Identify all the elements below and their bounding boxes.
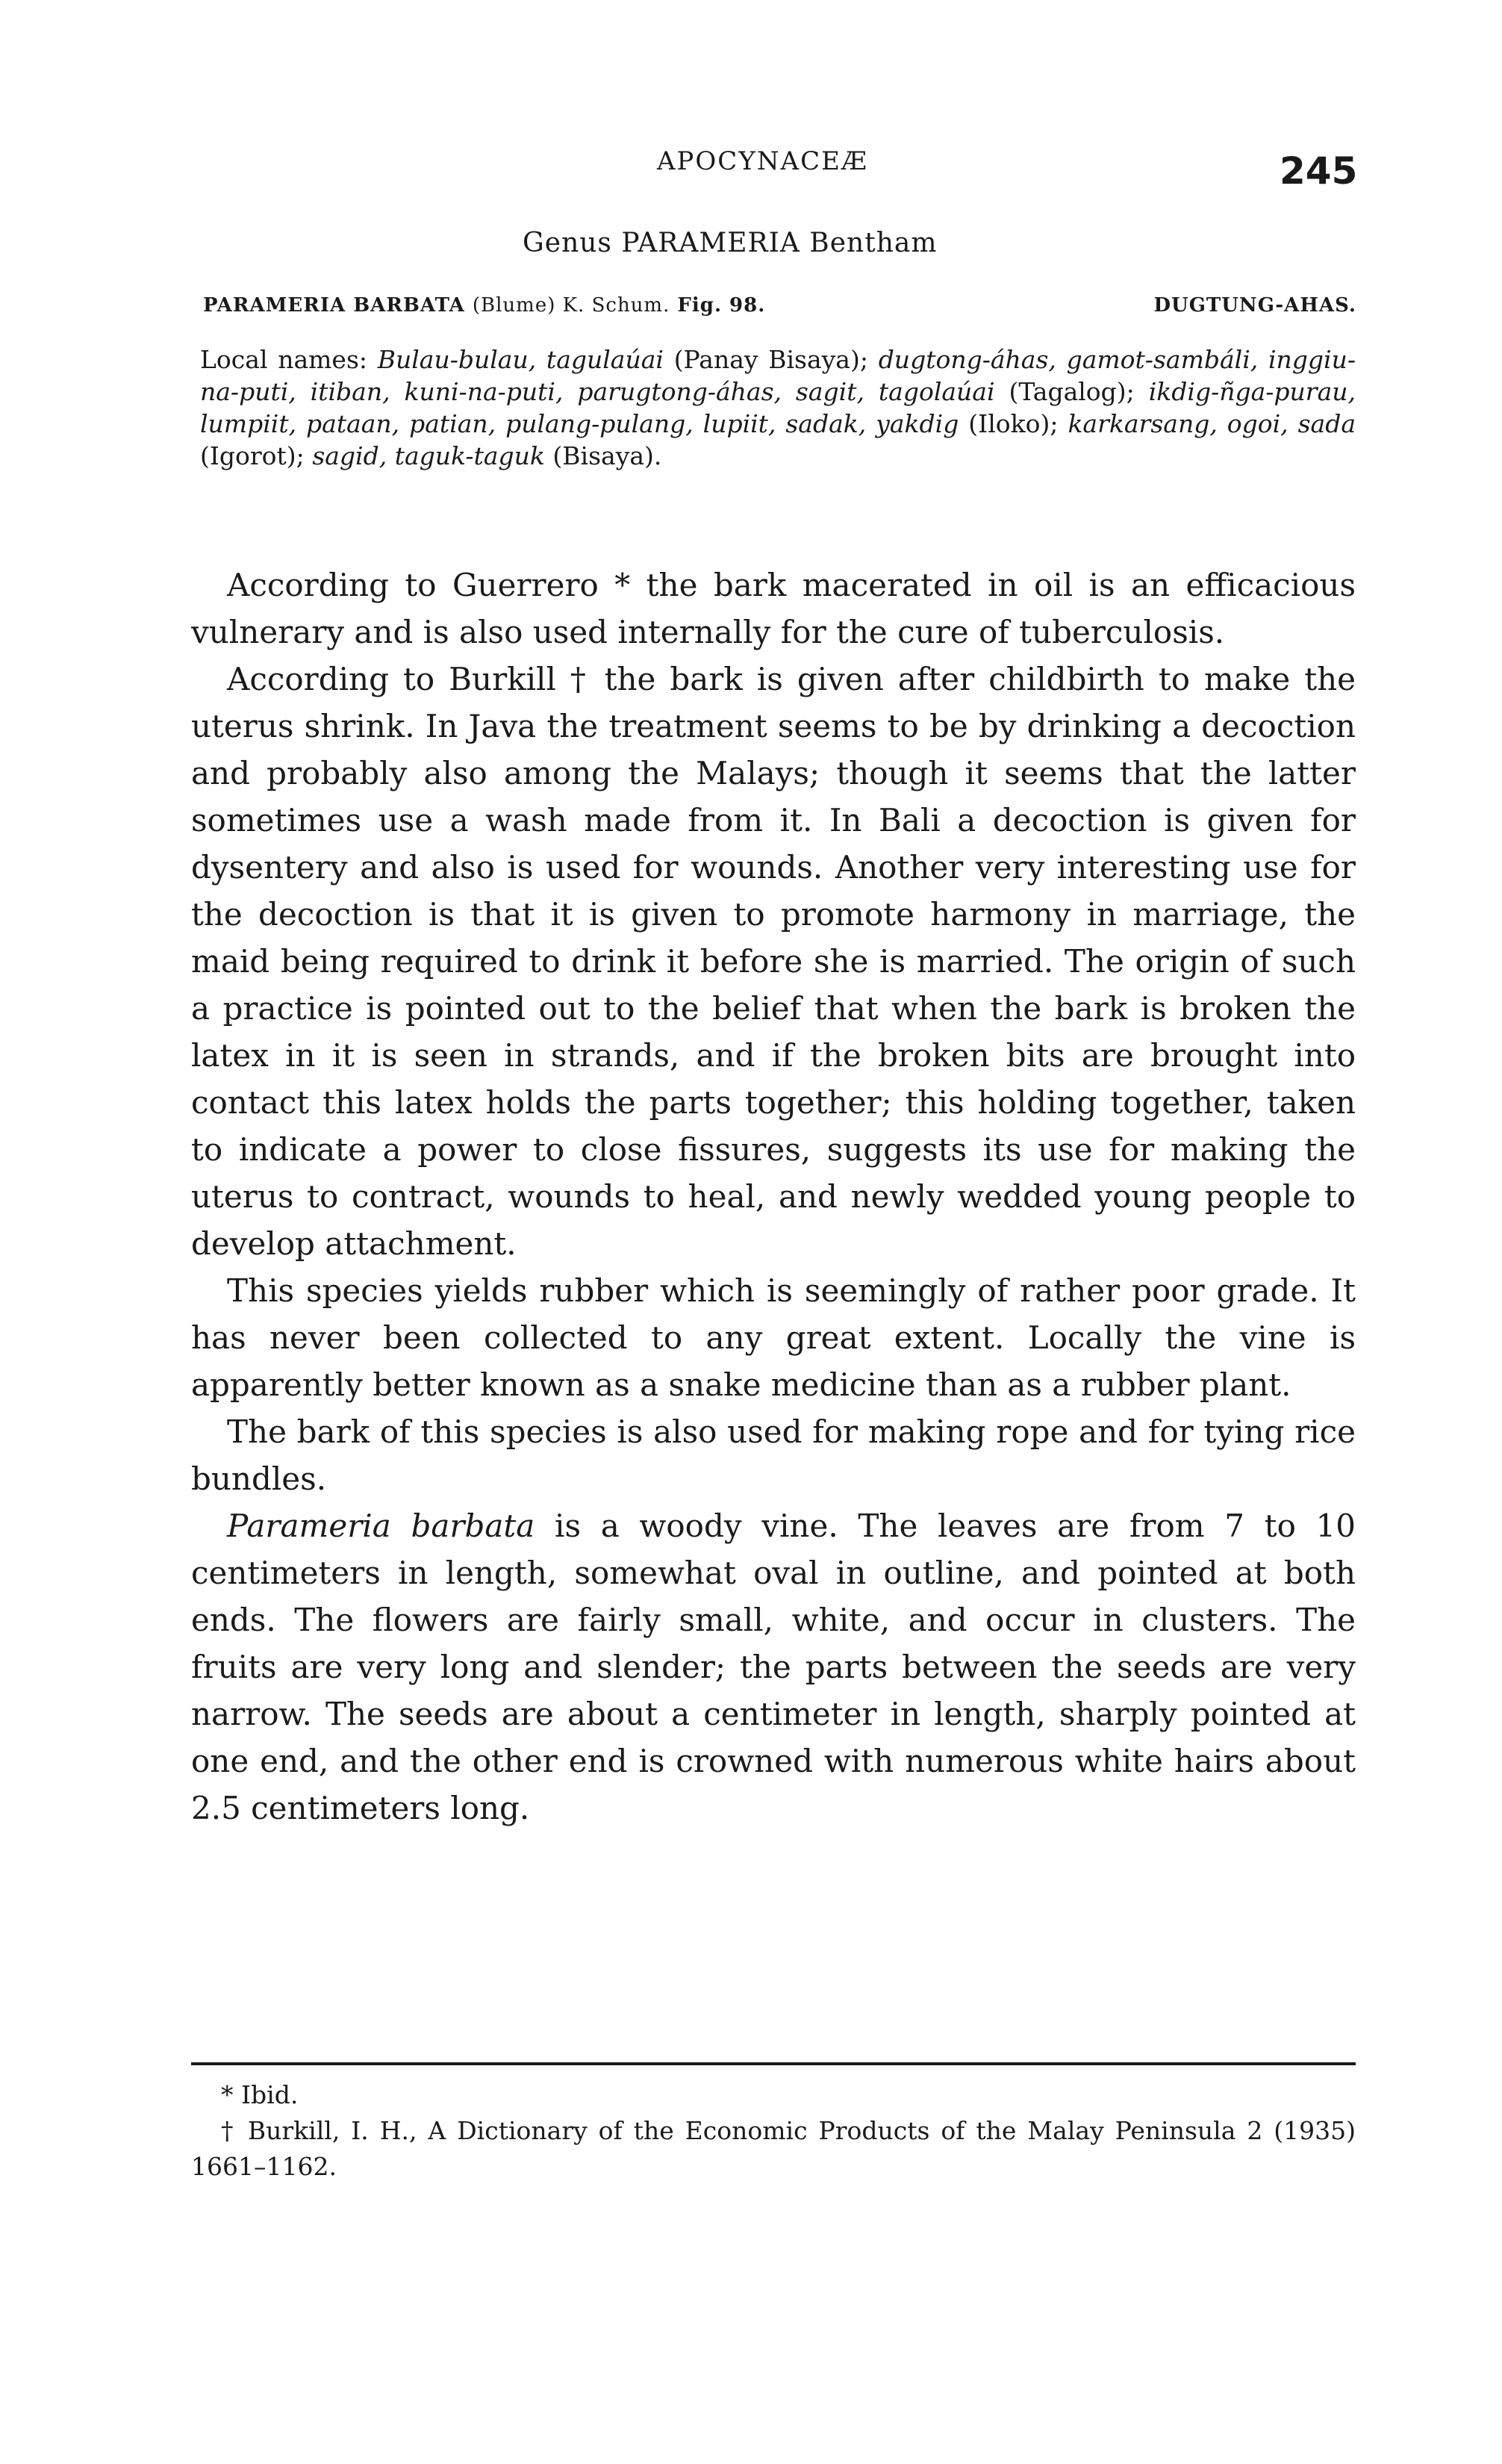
footnote-divider xyxy=(191,2062,1356,2065)
local-names-tagalog: dugtong-áhas, gamot-sambáli, inggiu-na-puti, itiban, kuni-na-puti, parugtong-áhas, sagit, tagolaúai xyxy=(200,345,1356,406)
species-name: PARAMERIA BARBATA xyxy=(203,294,465,317)
local-names-bisaya: sagid, taguk-taguk xyxy=(312,441,545,470)
language-iloko: (Iloko); xyxy=(968,409,1059,438)
local-names-iloko: ikdig-ñga-purau, lumpiit, pataan, patian, pulang-pulang, lupiit, sadak, yakdig xyxy=(200,377,1356,438)
species-heading xyxy=(203,294,1356,317)
footnote-burkill: † Burkill, I. H., A Dictionary of the Economic Products of the Malay Peninsula 2 (1935) 1661–1162. xyxy=(191,2116,1356,2181)
local-names-igorot: karkarsang, ogoi, sada xyxy=(1068,409,1356,438)
language-panay: (Panay Bisaya); xyxy=(673,345,868,374)
running-head: APOCYNACEÆ xyxy=(657,146,868,176)
species-name-group xyxy=(203,294,765,317)
figure-reference: Fig. 98. xyxy=(677,294,766,317)
paragraph-guerrero: According to Guerrero * the bark macerated in oil is an efficacious vulnerary and is also used internally for the cure of tuberculosis. xyxy=(191,567,1356,650)
local-names-panay: Bulau-bulau, tagulaúai xyxy=(377,345,664,374)
footnotes xyxy=(191,2077,1356,2185)
paragraph-burkill: According to Burkill † the bark is given after childbirth to make the uterus shrink. In Java the treatment seems to be by drinking a decoction and probably also among the Malays; though it seems that the latter sometimes use a wash made from it. In Bali a decoction is given for dysentery and also is used for wounds. Another very interesting use for the decoction is that it is given to promote harmony in marriage, the maid being required to drink it before she is married. The origin of such a practice is pointed out to the belief that when the bark is broken the latex in it is seen in strands, and if the broken bits are brought into contact this latex holds the parts together; this holding together, taken to indicate a power to close fissures, suggests its use for making the uterus to contract, wounds to heal, and newly wedded young people to develop attachment. xyxy=(191,661,1356,1262)
paragraph-description xyxy=(191,1502,1356,1832)
description-text: is a woody vine. The leaves are from 7 to 10 centimeters in length, somewhat oval in outline, and pointed at both ends. The flowers are fairly small, white, and occur in clusters. The fruits are very long and slender; the parts between the seeds are very narrow. The seeds are about a centimeter in length, sharply pointed at one end, and the other end is crowned with numerous white hairs about 2.5 centimeters long. xyxy=(191,1508,1356,1826)
genus-heading: Genus PARAMERIA Bentham xyxy=(523,228,938,258)
footnote-ibid: * Ibid. xyxy=(221,2080,299,2109)
language-tagalog: (Tagalog); xyxy=(1009,377,1135,406)
paragraph-rubber: This species yields rubber which is seemingly of rather poor grade. It has never been collected to any great extent. Locally the vine is apparently better known as a snake medicine than as a rubber plant. xyxy=(191,1272,1356,1403)
species-authority: (Blume) K. Schum. xyxy=(472,294,670,317)
body-text xyxy=(191,561,1356,1832)
common-name: DUGTUNG-AHAS. xyxy=(1153,294,1356,317)
local-names-paragraph xyxy=(200,343,1356,472)
species-italic-name: Parameria barbata xyxy=(227,1508,535,1544)
page-number: 245 xyxy=(1280,149,1358,193)
local-names-intro: Local names: xyxy=(200,345,368,374)
paragraph-rope: The bark of this species is also used for making rope and for tying rice bundles. xyxy=(191,1413,1356,1497)
language-bisaya: (Bisaya). xyxy=(552,441,662,470)
language-igorot: (Igorot); xyxy=(200,441,305,470)
